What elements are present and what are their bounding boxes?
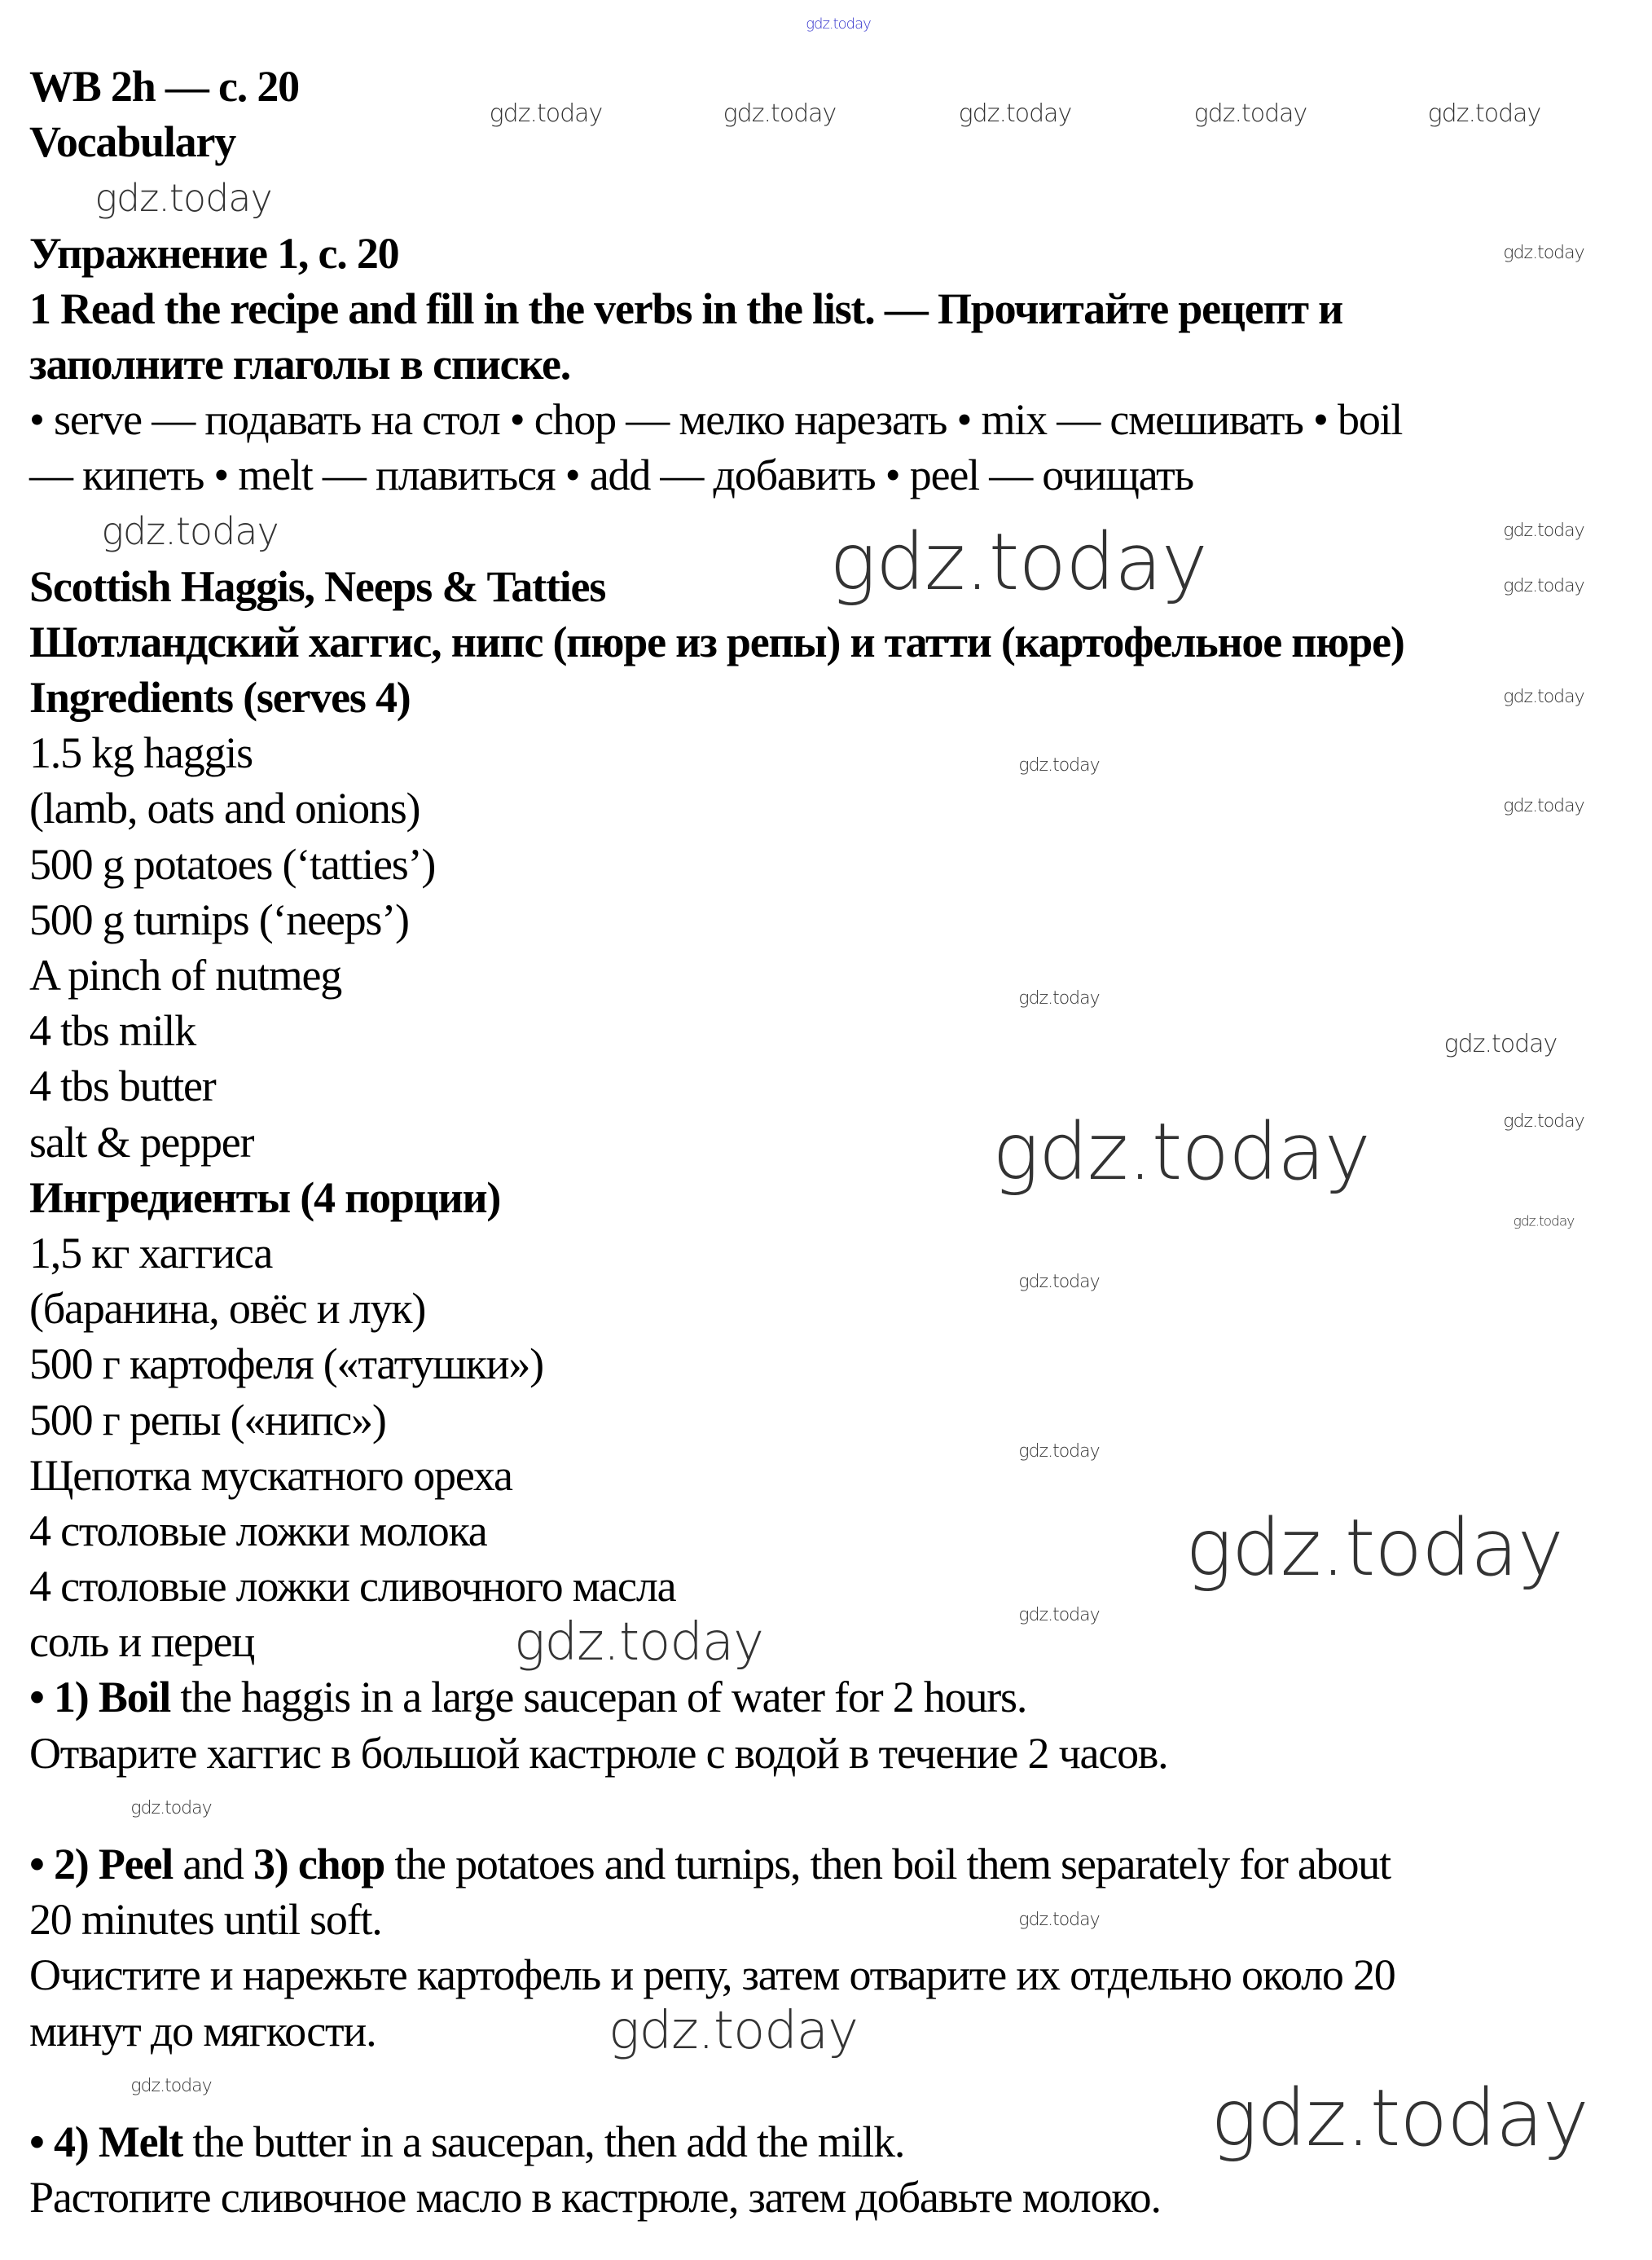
instruction-line-1: 1 Read the recipe and fill in the verbs in the list. — Прочитайте рецепт и [29, 284, 1343, 333]
watermark: gdz.today [992, 1106, 1370, 1198]
watermark: gdz.today [1513, 1213, 1575, 1230]
ingredient-en: 4 tbs butter [29, 1062, 216, 1111]
watermark: gdz.today [489, 99, 603, 128]
step-2-en [29, 1836, 1391, 1892]
vocab-line-2: — кипеть • melt — плавиться • add — добавить • peel — очищать [29, 451, 1193, 500]
step-1-ru: Отварите хаггис в большой кастрюле с водой в течение 2 часов. [29, 1728, 1168, 1778]
ingredient-ru: Щепотка мускатного ореха [29, 1450, 512, 1500]
step-verb: Boil [98, 1673, 171, 1722]
document [29, 59, 1636, 2225]
step-verb: Melt [98, 2117, 183, 2166]
watermark: gdz.today [829, 517, 1207, 608]
ingredient-en: 500 g turnips (‘neeps’) [29, 895, 409, 944]
ingredient-en: salt & pepper [29, 1117, 254, 1167]
watermark: gdz.today [1503, 1111, 1584, 1132]
watermark: gdz.today [1018, 1441, 1100, 1462]
step-text: the haggis in a large saucepan of water for 2 hours. [170, 1673, 1027, 1722]
watermark: gdz.today [1503, 796, 1584, 816]
step-2-ru-cont: минут до мягкости. [29, 2006, 376, 2056]
recipe-title-ru: Шотландский хаггис, нипс (пюре из репы) и татти (картофельное пюре) [29, 617, 1404, 666]
ingredient-ru: соль и перец [29, 1617, 255, 1667]
watermark: gdz.today [1018, 1605, 1100, 1625]
step-number: • 4) [29, 2117, 99, 2166]
section-title: Vocabulary [29, 117, 236, 167]
watermark: gdz.today [1018, 1910, 1100, 1930]
step-number: 3) [253, 1840, 298, 1888]
ingredient-ru: 500 г картофеля («татушки») [29, 1339, 543, 1389]
step-verb: Peel [98, 1840, 174, 1888]
watermark: gdz.today [1185, 1502, 1563, 1594]
watermark: gdz.today [1427, 99, 1541, 128]
watermark: gdz.today [723, 99, 837, 128]
ingredient-ru: 4 столовые ложки сливочного масла [29, 1562, 676, 1611]
step-text: the potatoes and turnips, then boil them separately for about [384, 1840, 1391, 1888]
ingredient-en: (lamb, oats and onions) [29, 784, 420, 833]
watermark: gdz.today [1018, 988, 1100, 1009]
watermark: gdz.today [1443, 1030, 1558, 1058]
ingredient-en: 4 tbs milk [29, 1006, 196, 1056]
step-2-en-cont: 20 minutes until soft. [29, 1895, 382, 1945]
watermark: gdz.today [1018, 755, 1100, 776]
watermark: gdz.today [94, 176, 272, 220]
ingredient-ru: 1,5 кг хаггиса [29, 1228, 273, 1277]
watermark: gdz.today [101, 509, 279, 553]
watermark: gdz.today [1503, 576, 1584, 596]
watermark: gdz.today [1503, 243, 1584, 263]
watermark: gdz.today [1193, 99, 1307, 128]
ingredient-ru: 500 г репы («нипс») [29, 1395, 386, 1444]
page-title: WB 2h — c. 20 [29, 62, 299, 111]
ingredient-ru: (баранина, овёс и лук) [29, 1284, 426, 1334]
watermark: gdz.today [806, 15, 871, 33]
step-4-en [29, 2114, 904, 2170]
watermark: gdz.today [130, 1798, 212, 1818]
ingredients-en-heading: Ingredients (serves 4) [29, 673, 411, 723]
watermark: gdz.today [609, 2001, 858, 2061]
step-2-ru: Очистите и нарежьте картофель и репу, затем отварите их отдельно около 20 [29, 1950, 1395, 2000]
step-text: the butter in a saucepan, then add the milk. [182, 2117, 905, 2166]
ingredient-en: 1.5 kg haggis [29, 728, 253, 778]
watermark: gdz.today [1503, 687, 1584, 707]
recipe-title-en: Scottish Haggis, Neeps & Tatties [29, 561, 606, 611]
vocab-line-1: • serve — подавать на стол • chop — мелко нарезать • mix — смешивать • boil [29, 395, 1403, 445]
watermark: gdz.today [1018, 1272, 1100, 1292]
watermark: gdz.today [130, 2076, 212, 2096]
step-number: • 2) [29, 1840, 99, 1888]
watermark: gdz.today [958, 99, 1072, 128]
watermark: gdz.today [1210, 2073, 1588, 2164]
step-1-en [29, 1669, 1026, 1725]
ingredient-ru: 4 столовые ложки молока [29, 1506, 487, 1555]
ingredients-ru-heading: Ингредиенты (4 порции) [29, 1172, 501, 1222]
exercise-title: Упражнение 1, с. 20 [29, 228, 399, 278]
watermark: gdz.today [514, 1612, 763, 1673]
step-verb: chop [297, 1840, 385, 1888]
instruction-line-2: заполните глаголы в списке. [29, 339, 571, 389]
watermark: gdz.today [1503, 521, 1584, 541]
ingredient-en: 500 g potatoes (‘tatties’) [29, 839, 436, 889]
step-number: • 1) [29, 1673, 99, 1722]
step-text: and [173, 1840, 253, 1888]
step-4-ru: Растопите сливочное масло в кастрюле, затем добавьте молоко. [29, 2173, 1161, 2223]
ingredient-en: A pinch of nutmeg [29, 951, 342, 1000]
